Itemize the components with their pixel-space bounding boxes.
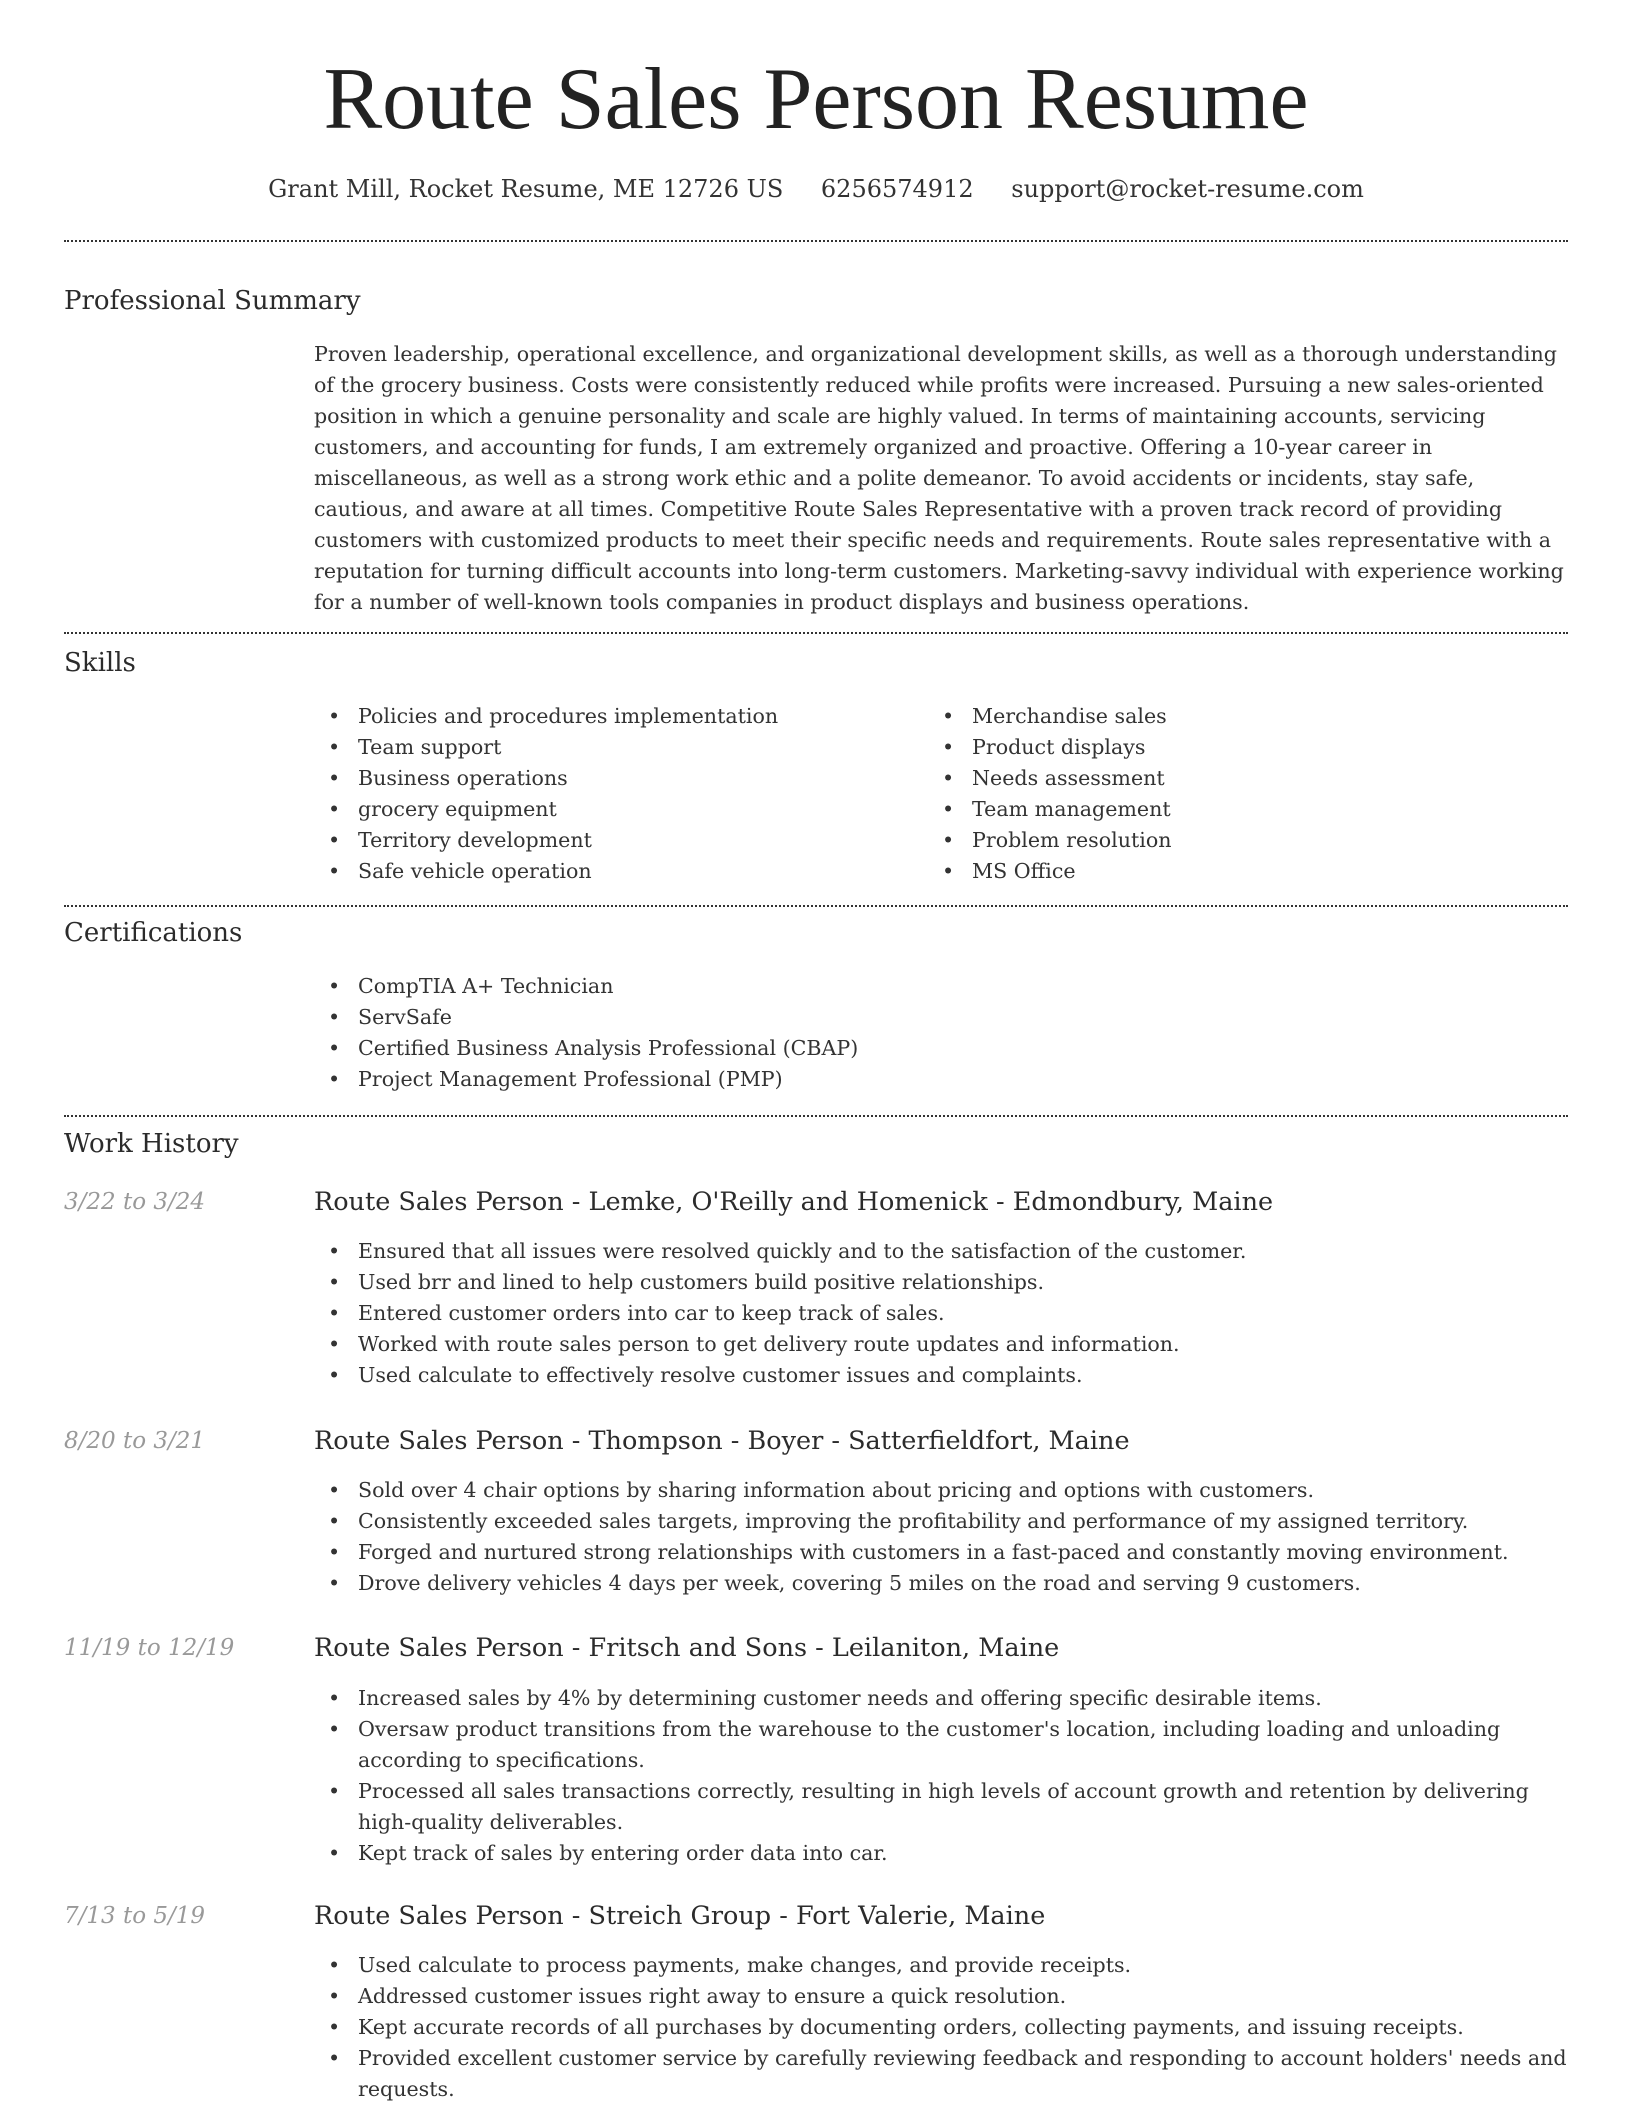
certifications-heading: Certifications [64, 918, 243, 948]
skill-item: • Product displays [928, 732, 1568, 763]
summary-heading: Professional Summary [64, 286, 361, 316]
contact-phone: 6256574912 [820, 175, 974, 203]
job-dates: 8/20 to 3/21 [64, 1428, 206, 1454]
divider [64, 632, 1568, 634]
job-bullet: • Used calculate to process payments, make changes, and provide receipts. [314, 1950, 1568, 1981]
job-bullet: • Worked with route sales person to get delivery route updates and information. [314, 1329, 1568, 1360]
job-bullet: • Sold over 4 chair options by sharing information about pricing and options with customers. [314, 1475, 1568, 1506]
work-history-heading: Work History [64, 1129, 239, 1159]
skill-item: • Problem resolution [928, 825, 1568, 856]
job-dates: 7/13 to 5/19 [64, 1903, 206, 1929]
contact-line [0, 170, 1632, 208]
certification-item: • CompTIA A+ Technician [314, 971, 1568, 1002]
job-bullet: • Increased sales by 4% by determining customer needs and offering specific desirable items. [314, 1683, 1568, 1714]
skill-item: • Team support [314, 732, 914, 763]
job-bullets [314, 1683, 1568, 1869]
job-bullet: • Used calculate to effectively resolve customer issues and complaints. [314, 1360, 1568, 1391]
skill-item: • Merchandise sales [928, 701, 1568, 732]
job-title: Route Sales Person - Streich Group - Fort Valerie, Maine [314, 1901, 1046, 1931]
skill-item: • Needs assessment [928, 763, 1568, 794]
skill-item: • grocery equipment [314, 794, 914, 825]
skills-list-left [314, 701, 914, 887]
divider [64, 905, 1568, 907]
job-bullet: • Kept track of sales by entering order data into car. [314, 1838, 1568, 1869]
job-bullet: • Entered customer orders into car to keep track of sales. [314, 1298, 1568, 1329]
summary-text: Proven leadership, operational excellence, and organizational development skills, as well as a thorough understanding of the grocery business. Costs were consistently reduced while profits were increased. Pursuing a new sales-oriented position in which a genuine personality and scale are highly valued. In terms of maintaining accounts, servicing customers, and accounting for funds, I am extremely organized and proactive. Offering a 10-year career in miscellaneous, as well as a strong work ethic and a polite demeanor. To avoid accidents or incidents, stay safe, cautious, and aware at all times. Competitive Route Sales Representative with a proven track record of providing customers with customized products to meet their specific needs and requirements. Route sales representative with a reputation for turning difficult accounts into long-term customers. Marketing-savvy individual with experience working for a number of well-known tools companies in product displays and business operations. [314, 342, 1564, 614]
job-bullet: • Addressed customer issues right away to ensure a quick resolution. [314, 1981, 1568, 2012]
certification-item: • ServSafe [314, 1002, 1568, 1033]
job-bullet: • Consistently exceeded sales targets, improving the profitability and performance of my assigned territory. [314, 1506, 1568, 1537]
certifications-list [314, 971, 1568, 1095]
job-bullet: • Forged and nurtured strong relationships with customers in a fast-paced and constantly moving environment. [314, 1537, 1568, 1568]
job-title: Route Sales Person - Lemke, O'Reilly and Homenick - Edmondbury, Maine [314, 1187, 1274, 1217]
job-bullet: • Kept accurate records of all purchases by documenting orders, collecting payments, and issuing receipts. [314, 2012, 1568, 2043]
skills-list-right [928, 701, 1568, 887]
job-dates: 11/19 to 12/19 [64, 1635, 235, 1661]
job-bullet: • Drove delivery vehicles 4 days per week, covering 5 miles on the road and serving 9 customers. [314, 1568, 1568, 1599]
certification-item: • Project Management Professional (PMP) [314, 1064, 1568, 1095]
job-bullets [314, 1475, 1568, 1599]
skill-item: • Territory development [314, 825, 914, 856]
job-bullets [314, 1950, 1568, 2105]
job-bullet: • Used brr and lined to help customers build positive relationships. [314, 1267, 1568, 1298]
job-bullet: • Processed all sales transactions correctly, resulting in high levels of account growth and retention by delivering high-quality deliverables. [314, 1776, 1568, 1838]
certification-item: • Certified Business Analysis Professional (CBAP) [314, 1033, 1568, 1064]
skill-item: • MS Office [928, 856, 1568, 887]
job-bullet: • Provided excellent customer service by carefully reviewing feedback and responding to account holders' needs and requests. [314, 2043, 1568, 2105]
skill-item: • Policies and procedures implementation [314, 701, 914, 732]
job-title: Route Sales Person - Fritsch and Sons - Leilaniton, Maine [314, 1633, 1060, 1663]
job-bullet: • Ensured that all issues were resolved quickly and to the satisfaction of the customer. [314, 1236, 1568, 1267]
skills-heading: Skills [64, 648, 136, 678]
contact-address: Grant Mill, Rocket Resume, ME 12726 US [268, 175, 784, 203]
skill-item: • Team management [928, 794, 1568, 825]
job-dates: 3/22 to 3/24 [64, 1189, 206, 1215]
divider [64, 240, 1568, 242]
resume-title: Route Sales Person Resume [323, 51, 1309, 148]
contact-email: support@rocket-resume.com [1011, 175, 1364, 203]
skill-item: • Business operations [314, 763, 914, 794]
job-bullets [314, 1236, 1568, 1391]
job-bullet: • Oversaw product transitions from the warehouse to the customer's location, including loading and unloading according to specifications. [314, 1714, 1568, 1776]
job-title: Route Sales Person - Thompson - Boyer - Satterfieldfort, Maine [314, 1426, 1130, 1456]
skill-item: • Safe vehicle operation [314, 856, 914, 887]
divider [64, 1115, 1568, 1117]
